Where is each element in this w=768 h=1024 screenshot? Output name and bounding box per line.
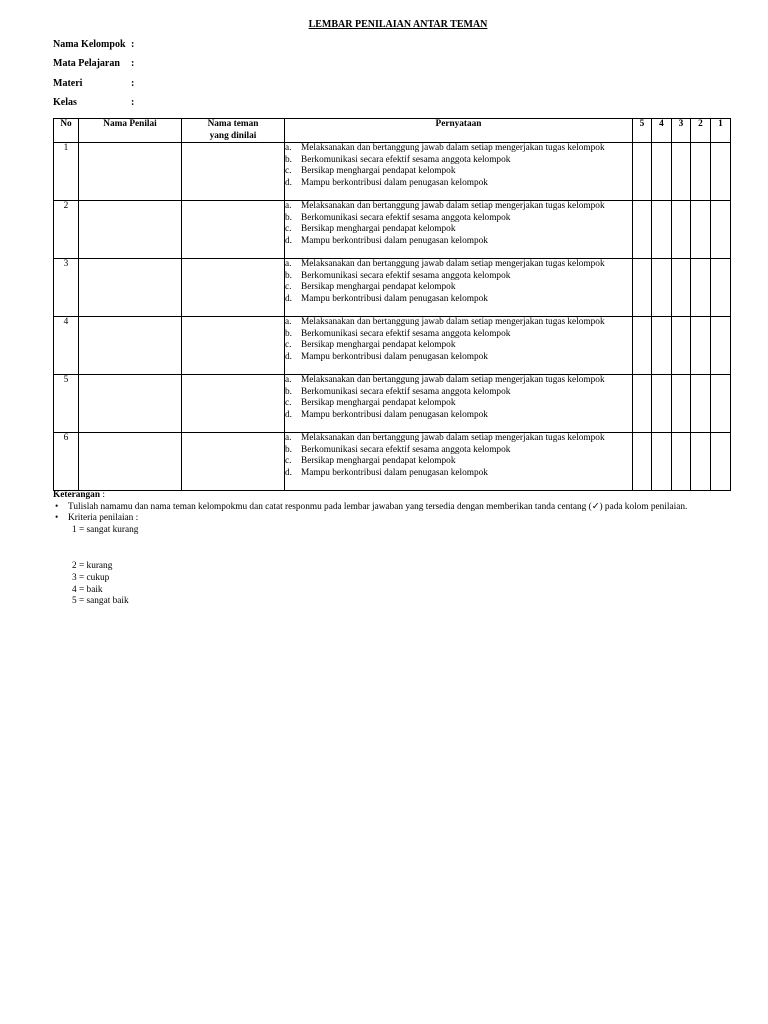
nama-penilai-cell[interactable] <box>79 259 182 317</box>
nama-penilai-cell[interactable] <box>79 201 182 259</box>
score-cell-5[interactable] <box>633 201 652 259</box>
notes-instruction-text: Tulislah namamu dan nama teman kelompokmu dan catat responmu pada lembar jawaban yang tersedia dengan memberikan tanda centang (✓) pada kolom penilaian. <box>68 501 688 512</box>
table-row <box>54 375 731 433</box>
row-number: 4 <box>54 317 79 375</box>
statement-text: Bersikap menghargai pendapat kelompok <box>301 340 456 351</box>
meta-colon: : <box>131 78 135 89</box>
score-cell-1[interactable] <box>711 375 731 433</box>
nama-teman-cell[interactable] <box>182 433 285 491</box>
row-number: 5 <box>54 375 79 433</box>
row-number: 3 <box>54 259 79 317</box>
nama-penilai-cell[interactable] <box>79 375 182 433</box>
statement-item <box>285 294 632 306</box>
statement-text: Mampu berkontribusi dalam penugasan kelompok <box>301 177 488 188</box>
table-header-row <box>54 119 731 143</box>
meta-colon: : <box>131 58 135 69</box>
statement-letter: d. <box>285 177 292 188</box>
nama-teman-cell[interactable] <box>182 143 285 201</box>
header-nama-teman <box>182 119 285 143</box>
pernyataan-cell <box>285 201 633 259</box>
score-cell-1[interactable] <box>711 259 731 317</box>
statement-letter: b. <box>285 386 292 397</box>
statement-item <box>285 259 632 271</box>
score-cell-3[interactable] <box>672 259 691 317</box>
notes-heading-text: Keterangan <box>53 490 100 500</box>
statement-text: Mampu berkontribusi dalam penugasan kelompok <box>301 293 488 304</box>
notes-criteria-heading: Kriteria penilaian : <box>68 513 139 524</box>
statement-letter: d. <box>285 235 292 246</box>
meta-label: Nama Kelompok <box>53 39 126 50</box>
statement-item <box>285 398 632 410</box>
table-row <box>54 201 731 259</box>
statement-letter: b. <box>285 270 292 281</box>
statement-letter: a. <box>285 259 292 269</box>
score-cell-3[interactable] <box>672 375 691 433</box>
score-cell-4[interactable] <box>652 433 672 491</box>
score-cell-5[interactable] <box>633 259 652 317</box>
pernyataan-cell <box>285 143 633 201</box>
statement-letter: d. <box>285 467 292 478</box>
header-pernyataan: Pernyataan <box>285 119 633 143</box>
statement-item <box>285 387 632 399</box>
statement-item <box>285 433 632 445</box>
nama-teman-cell[interactable] <box>182 375 285 433</box>
score-cell-4[interactable] <box>652 375 672 433</box>
nama-teman-cell[interactable] <box>182 317 285 375</box>
statement-item <box>285 143 632 155</box>
statement-text: Berkomunikasi secara efektif sesama anggota kelompok <box>301 444 511 455</box>
notes <box>53 490 687 525</box>
notes-heading <box>53 490 687 502</box>
meta-colon: : <box>131 39 135 50</box>
statement-letter: d. <box>285 293 292 304</box>
nama-teman-cell[interactable] <box>182 201 285 259</box>
statement-item <box>285 213 632 225</box>
statement-item <box>285 352 632 364</box>
statement-text: Bersikap menghargai pendapat kelompok <box>301 456 456 467</box>
statement-letter: a. <box>285 433 292 443</box>
statement-text: Mampu berkontribusi dalam penugasan kelompok <box>301 409 488 420</box>
statement-text: Melaksanakan dan bertanggung jawab dalam setiap mengerjakan tugas kelompok <box>301 375 605 385</box>
header-nama-teman-line2: yang dinilai <box>209 130 257 141</box>
meta-colon: : <box>131 97 135 108</box>
statement-letter: b. <box>285 328 292 339</box>
statement-text: Melaksanakan dan bertanggung jawab dalam setiap mengerjakan tugas kelompok <box>301 201 605 211</box>
criteria-item-3: 3 = cukup <box>72 573 110 583</box>
score-cell-3[interactable] <box>672 201 691 259</box>
header-score-3: 3 <box>672 119 691 143</box>
meta-mata-pelajaran <box>53 58 134 69</box>
score-cell-1[interactable] <box>711 201 731 259</box>
assessment-table <box>53 118 731 491</box>
statement-text: Mampu berkontribusi dalam penugasan kelompok <box>301 235 488 246</box>
score-cell-1[interactable] <box>711 433 731 491</box>
header-score-4: 4 <box>652 119 672 143</box>
score-cell-5[interactable] <box>633 375 652 433</box>
statement-text: Bersikap menghargai pendapat kelompok <box>301 224 456 235</box>
score-cell-3[interactable] <box>672 433 691 491</box>
score-cell-1[interactable] <box>711 143 731 201</box>
statement-text: Melaksanakan dan bertanggung jawab dalam setiap mengerjakan tugas kelompok <box>301 317 605 327</box>
statement-item <box>285 201 632 213</box>
statement-item <box>285 155 632 167</box>
bullet-icon: • <box>55 501 59 512</box>
score-cell-5[interactable] <box>633 433 652 491</box>
statement-letter: d. <box>285 409 292 420</box>
nama-penilai-cell[interactable] <box>79 433 182 491</box>
table-row <box>54 317 731 375</box>
score-cell-4[interactable] <box>652 259 672 317</box>
statement-item <box>285 445 632 457</box>
header-no: No <box>54 119 79 143</box>
criteria-item-4: 4 = baik <box>72 585 103 595</box>
criteria-item-2: 2 = kurang <box>72 561 113 571</box>
statement-item <box>285 271 632 283</box>
pernyataan-cell <box>285 433 633 491</box>
score-cell-4[interactable] <box>652 201 672 259</box>
statement-text: Berkomunikasi secara efektif sesama anggota kelompok <box>301 328 511 339</box>
statement-text: Melaksanakan dan bertanggung jawab dalam setiap mengerjakan tugas kelompok <box>301 143 605 153</box>
page-title: LEMBAR PENILAIAN ANTAR TEMAN <box>308 19 488 30</box>
header-nama-penilai: Nama Penilai <box>79 119 182 143</box>
table-row <box>54 259 731 317</box>
statement-letter: d. <box>285 351 292 362</box>
statement-letter: a. <box>285 201 292 211</box>
meta-materi <box>53 78 134 89</box>
row-number: 6 <box>54 433 79 491</box>
statement-text: Melaksanakan dan bertanggung jawab dalam setiap mengerjakan tugas kelompok <box>301 433 605 443</box>
statement-item <box>285 317 632 329</box>
meta-nama-kelompok <box>53 39 134 50</box>
score-cell-5[interactable] <box>633 143 652 201</box>
statement-item <box>285 375 632 387</box>
statement-item <box>285 329 632 341</box>
statement-letter: c. <box>285 166 292 177</box>
statement-letter: c. <box>285 282 292 293</box>
score-cell-2[interactable] <box>691 317 711 375</box>
statement-item <box>285 456 632 468</box>
score-cell-3[interactable] <box>672 143 691 201</box>
statement-letter: b. <box>285 154 292 165</box>
table-body <box>54 143 731 491</box>
statement-text: Bersikap menghargai pendapat kelompok <box>301 282 456 293</box>
score-cell-2[interactable] <box>691 375 711 433</box>
header-score-2: 2 <box>691 119 711 143</box>
score-cell-3[interactable] <box>672 317 691 375</box>
score-cell-4[interactable] <box>652 317 672 375</box>
pernyataan-cell <box>285 317 633 375</box>
score-cell-2[interactable] <box>691 259 711 317</box>
statement-text: Berkomunikasi secara efektif sesama anggota kelompok <box>301 270 511 281</box>
statement-item <box>285 468 632 480</box>
header-nama-teman-line1: Nama teman <box>207 119 259 129</box>
statement-text: Berkomunikasi secara efektif sesama anggota kelompok <box>301 386 511 397</box>
statement-text: Mampu berkontribusi dalam penugasan kelompok <box>301 467 488 478</box>
statement-letter: b. <box>285 212 292 223</box>
nama-penilai-cell[interactable] <box>79 317 182 375</box>
statement-letter: a. <box>285 317 292 327</box>
statement-text: Berkomunikasi secara efektif sesama anggota kelompok <box>301 212 511 223</box>
header-score-5: 5 <box>633 119 652 143</box>
header-score-1: 1 <box>711 119 731 143</box>
row-number: 1 <box>54 143 79 201</box>
bullet-icon: • <box>55 513 59 524</box>
score-cell-2[interactable] <box>691 143 711 201</box>
statement-text: Berkomunikasi secara efektif sesama anggota kelompok <box>301 154 511 165</box>
criteria-item-5: 5 = sangat baik <box>72 596 129 606</box>
score-cell-2[interactable] <box>691 201 711 259</box>
statement-item <box>285 236 632 248</box>
statement-letter: c. <box>285 340 292 351</box>
statement-letter: c. <box>285 224 292 235</box>
meta-kelas <box>53 97 134 108</box>
statement-item <box>285 178 632 190</box>
score-cell-5[interactable] <box>633 317 652 375</box>
meta-label: Mata Pelajaran <box>53 58 120 69</box>
score-cell-4[interactable] <box>652 143 672 201</box>
statement-text: Bersikap menghargai pendapat kelompok <box>301 398 456 409</box>
criteria-item-1: 1 = sangat kurang <box>72 525 139 535</box>
pernyataan-cell <box>285 375 633 433</box>
score-cell-2[interactable] <box>691 433 711 491</box>
statement-item <box>285 340 632 352</box>
notes-bullet-instruction <box>53 502 687 514</box>
nama-teman-cell[interactable] <box>182 259 285 317</box>
statement-text: Melaksanakan dan bertanggung jawab dalam setiap mengerjakan tugas kelompok <box>301 259 605 269</box>
notes-heading-suffix: : <box>100 490 105 500</box>
statement-text: Mampu berkontribusi dalam penugasan kelompok <box>301 351 488 362</box>
statement-letter: c. <box>285 398 292 409</box>
statement-letter: a. <box>285 375 292 385</box>
row-number: 2 <box>54 201 79 259</box>
statement-item <box>285 166 632 178</box>
score-cell-1[interactable] <box>711 317 731 375</box>
statement-item <box>285 224 632 236</box>
table-row <box>54 143 731 201</box>
statement-item <box>285 282 632 294</box>
nama-penilai-cell[interactable] <box>79 143 182 201</box>
statement-item <box>285 410 632 422</box>
statement-letter: c. <box>285 456 292 467</box>
table-row <box>54 433 731 491</box>
meta-label: Materi <box>53 78 83 89</box>
meta-label: Kelas <box>53 97 77 108</box>
statement-text: Bersikap menghargai pendapat kelompok <box>301 166 456 177</box>
pernyataan-cell <box>285 259 633 317</box>
statement-letter: a. <box>285 143 292 153</box>
statement-letter: b. <box>285 444 292 455</box>
notes-bullet-criteria <box>53 513 687 525</box>
